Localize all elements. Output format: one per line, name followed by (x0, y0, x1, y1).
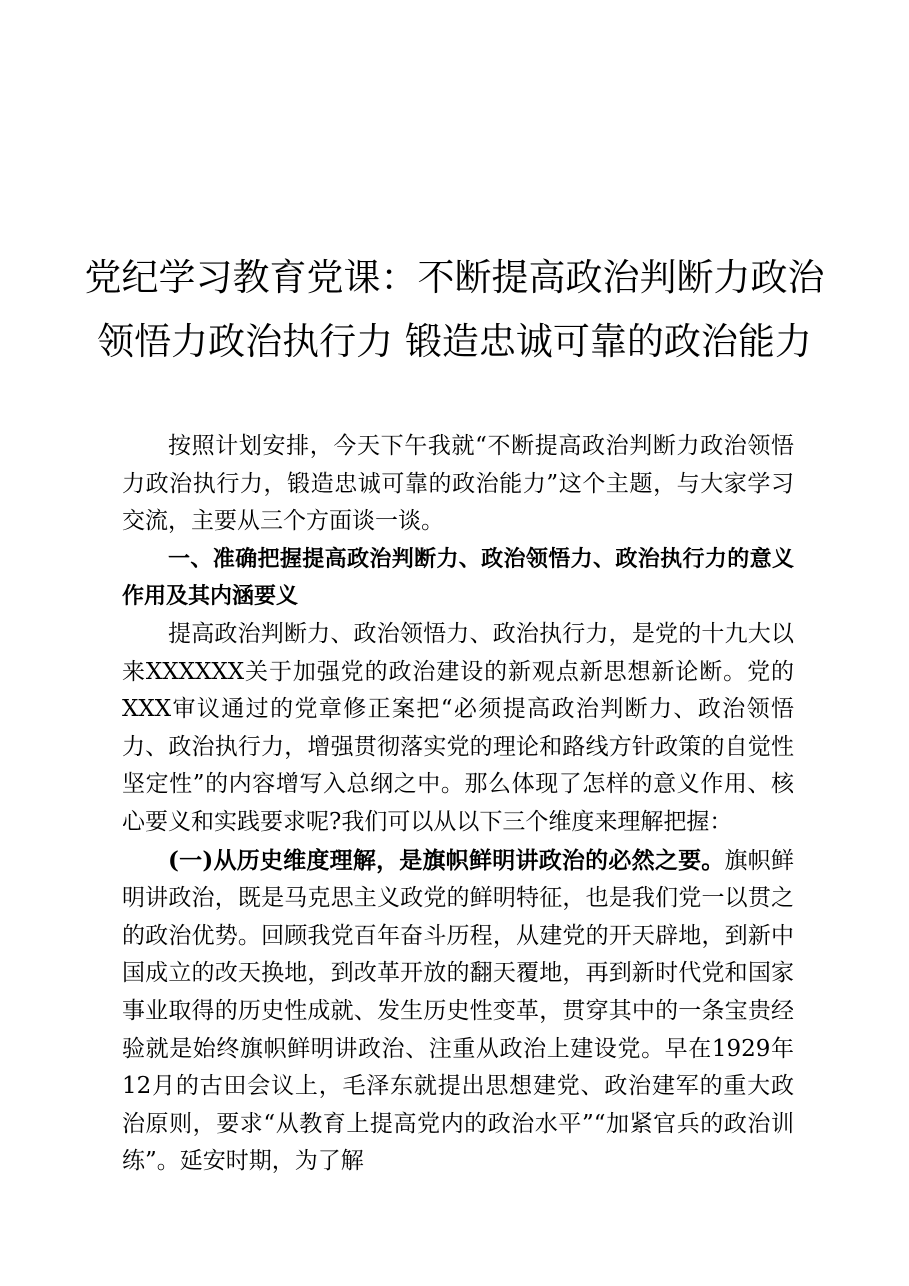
section-1-heading: 一、准确把握提高政治判断力、政治领悟力、政治执行力的意义作用及其内涵要义 (122, 546, 794, 610)
section-1-paragraph: 提高政治判断力、政治领悟力、政治执行力，是党的十九大以来XXXXXX关于加强党的政治建设的新观点新思想新论断。党的XXX审议通过的党章修正案把“必须提高政治判断力、政治领悟力、政治执行力，增强贯彻落实党的理论和路线方针政策的自觉性坚定性”的内容增写入总纲之中。那么体现了怎样的意义作用、核心要义和实践要求呢?我们可以从以下三个维度来理解把握： (122, 620, 794, 835)
subsection-1-lead: (一)从历史维度理解，是旗帜鲜明讲政治的必然之要。 (168, 846, 725, 874)
title-line-1: 党纪学习教育党课：不断提高政治判断力政治 (84, 256, 825, 299)
subsection-1-text: 旗帜鲜明讲政治，既是马克思主义政党的鲜明特征，也是我们党一以贯之的政治优势。回顾我党百年奋斗历程，从建党的开天辟地，到新中国成立的改天换地，到改革开放的翻天覆地，再到新时代党和国家事业取得的历史性成就、发生历史性变革，贯穿其中的一条宝贵经验就是始终旗帜鲜明讲政治、注重从政治上建设党。早在1929年12月的古田会议上，毛泽东就提出思想建党、政治建军的重大政治原则，要求“从教育上提高党内的政治水平”“加紧官兵的政治训练”。延安时期，为了解 (122, 847, 795, 1175)
document-body (122, 428, 794, 1181)
intro-paragraph: 按照计划安排，今天下午我就“不断提高政治判断力政治领悟力政治执行力，锻造忠诚可靠的政治能力”这个主题，与大家学习交流，主要从三个方面谈一谈。 (122, 433, 794, 535)
subsection-1-paragraph (122, 842, 794, 1181)
document-title (60, 246, 849, 374)
title-line-2: 领悟力政治执行力 锻造忠诚可靠的政治能力 (97, 320, 812, 363)
